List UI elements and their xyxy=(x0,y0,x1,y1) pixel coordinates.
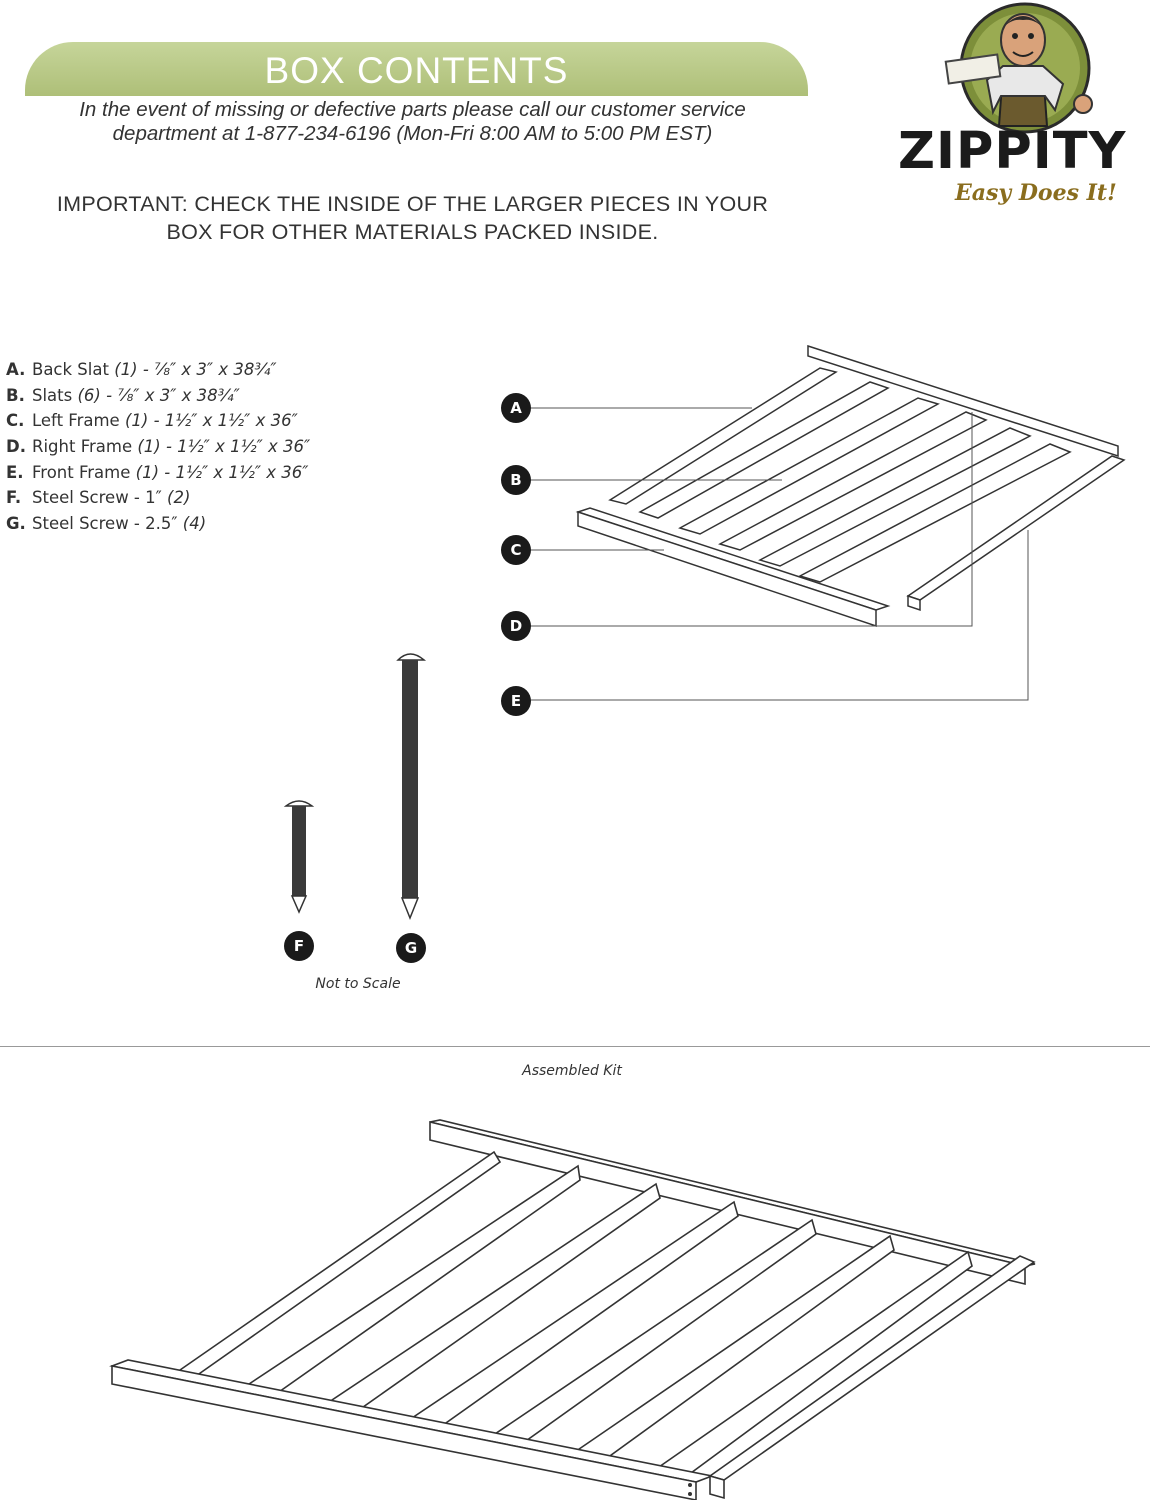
slat-drawing xyxy=(646,1252,972,1484)
important-line-2: BOX FOR OTHER MATERIALS PACKED INSIDE. xyxy=(166,220,659,244)
callout-b: B xyxy=(501,465,531,495)
part-c: C. Left Frame (1) - 1½″ x 1½″ x 36″ xyxy=(6,411,298,431)
part-a: A. Back Slat (1) - ⅞″ x 3″ x 38¾″ xyxy=(6,360,277,379)
right-frame-drawing xyxy=(710,1256,1034,1480)
logo-name: ZIPPITY xyxy=(898,122,1127,181)
contact-line-1: In the event of missing or defective parts please call our customer service xyxy=(79,98,746,121)
callout-d: D xyxy=(501,611,531,641)
part-d: D. Right Frame (1) - 1½″ x 1½″ x 36″ xyxy=(6,437,311,457)
logo-tagline: Easy Does It! xyxy=(955,180,1117,206)
section-divider xyxy=(0,1046,1150,1047)
part-f: F. Steel Screw - 1″ (2) xyxy=(6,488,191,508)
part-b: B. Slats (6) - ⅞″ x 3″ x 38¾″ xyxy=(6,385,240,405)
assembled-kit-caption: Assembled Kit xyxy=(522,1063,622,1079)
important-line-1: IMPORTANT: CHECK THE INSIDE OF THE LARGER PIECES IN YOUR xyxy=(56,192,769,216)
assembled-kit-drawing xyxy=(0,1080,1159,1500)
callout-a: A xyxy=(501,393,531,423)
back-slat-drawing xyxy=(430,1120,1035,1266)
part-e: E. Front Frame (1) - 1½″ x 1½″ x 36″ xyxy=(6,462,309,482)
screw-g-drawing xyxy=(398,654,424,918)
screw-f-drawing xyxy=(286,801,312,912)
callout-f: F xyxy=(284,931,314,961)
not-to-scale-caption: Not to Scale xyxy=(315,976,401,992)
part-g: G. Steel Screw - 2.5″ (4) xyxy=(6,514,207,534)
page-title: BOX CONTENTS xyxy=(264,50,569,91)
callout-g: G xyxy=(396,933,426,963)
contact-line-2: department at 1-877-234-6196 (Mon-Fri 8:00 AM to 5:00 PM EST) xyxy=(112,122,713,145)
callout-c: C xyxy=(501,535,531,565)
callout-e: E xyxy=(501,686,531,716)
